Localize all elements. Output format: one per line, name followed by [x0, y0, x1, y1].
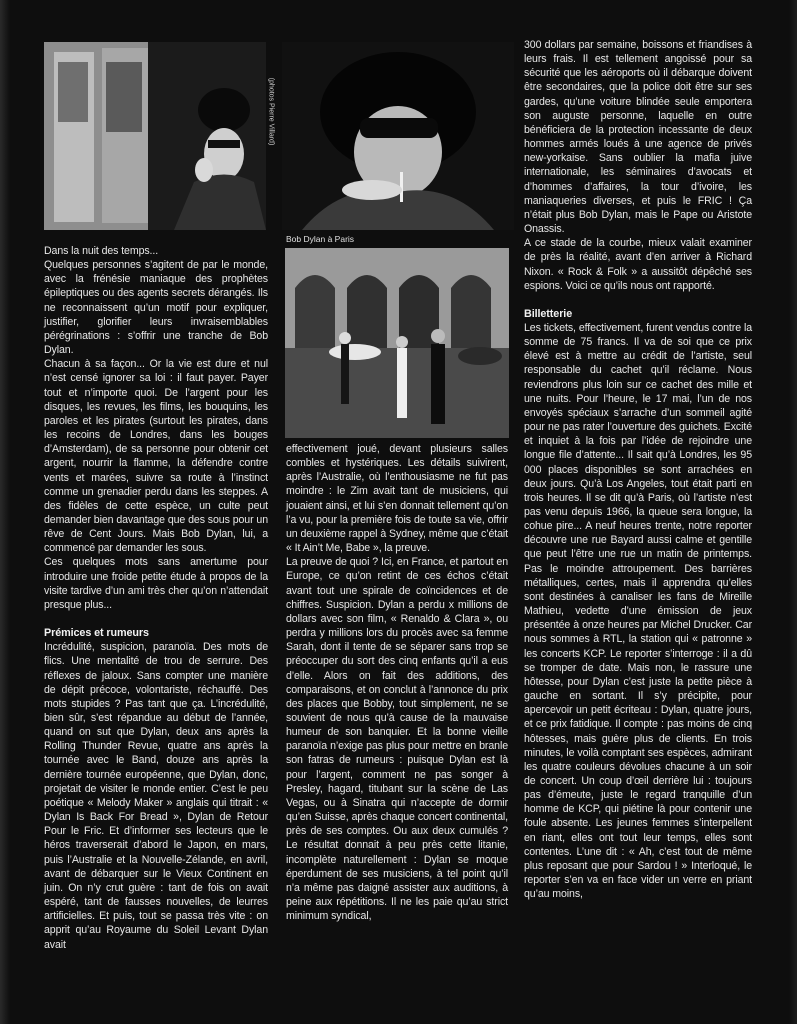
paragraph: 300 dollars par semaine, boissons et friandises à leurs frais. Il est tellement angoissé pour sa sécurité que les aéroports où il débarque doivent être secondaires, que la police doit être sur ses gardes, qu’une voiture blindée seule emportera son auguste personne, laquelle en outre bénéficiera de la protection incessante de deux hommes armés loués à une agence de privés new-yorkaise. Sans oublier la mafia juive internationale, les séminaires d’avocats et d’hommes d’affaires, la tour d’ivoire, les maniaqueries diverses, et puis le FRIC ! Ça n’était plus Bob Dylan, mais le Pape ou Aristote Onassis. [524, 39, 752, 236]
paragraph: Incrédulité, suspicion, paranoïa. Des mots de flics. Une mentalité de trou de serrure. Des réflexes de jaloux. Sans compter une manière de dépit précoce, volontariste, réchauffé. Des mots stupides ? Pas tant que ça. L’incrédulité, bien sûr, s’est répandue au début de l’année, quand on sut que Dylan, deux ans après la Rolling Thunder Revue, quatre ans après la tournée avec le Band, douze ans après la dernière tournée européenne, que Dylan, donc, projetait de visiter le monde entier. C’est le peu poétique « Melody Maker » anglais qui titrait : « Dylan Is Back For Bread », Dylan de Retour Pour le Fric. Et d’informer ses lecteurs que le héros traverserait d’abord le Japon, en mars, puis l’Australie et la Nouvelle-Zélande, en avril, avant de débarquer sur le Vieux Continent en juin. On n’y crut guère : tant de fois on avait espéré, tant de fausses nouvelles, de leurres artificielles. Et puis, tout se passa très vite : on apprit qu’au Royaume du Soleil Levant Dylan avait [44, 641, 268, 951]
photo-credit: (photos Pierre Villard) [267, 77, 275, 146]
section-heading: Billetterie [524, 307, 573, 320]
page-edge-left [0, 0, 10, 1024]
column-1 [44, 244, 268, 952]
column-2 [286, 442, 508, 923]
paragraph: effectivement joué, devant plusieurs salles combles et hystériques. Les détails suivirent, après l’Australie, où l’enthousiasme ne fut pas moindre : le Zim avait tant de musiciens, qui jouaient ainsi, et lui s’en donnait tellement qu’on l’a vu, pour la première fois de toute sa vie, offrir un deuxième rappel à Sydney, même que c’était « It Ain’t Me, Babe », la preuve. [286, 443, 508, 555]
paragraph: Dans la nuit des temps... [44, 245, 159, 257]
paragraph: La preuve de quoi ? Ici, en France, et partout en Europe, ce qu’on retint de ces échos c’était avant tout une spirale de coïncidences et de chiffres. Suspicion. Dylan a perdu x millions de dollars avec son film, « Renaldo & Clara », ou perdra y millions lors du procès avec sa femme Sarah, dont il tente de se séparer sans trop se préoccuper du sort des cinq enfants qu’il a eus d’elle. Alors on fait des additions, des comparaisons, et on conclut à l’annonce du prix des places que Bobby, tout simplement, ne se souvient de nous qu’à cause de la mauvaise humeur de son banquier. Et la bonne vieille paranoïa n’exige pas plus pour mettre en branle son fatras de rumeurs : puisque Dylan est là pour l’argent, comment ne pas songer à Presley, hagard, titubant sur la scène de Las Vegas, ou à Sinatra qui n’accepte de dormir qu’en Suisse, après chaque concert continental, près de ses comptes. Ou aux deux cumulés ? Le résultat donnait à peu près cette litanie, incomplète naturellement : Dylan se moque éperdument de ses musiciens, à tel point qu’il n’a même pas daigné assister aux auditions, à peine aux répétitions. Il ne les paie qu’au strict minimum syndical, [286, 556, 508, 923]
paragraph: A ce stade de la courbe, mieux valait examiner de près la réalité, avant d’en arriver à Richard Nixon. « Rock & Folk » a aussitôt dépêché ses espions. Voici ce qu’ils nous ont rapporté. [524, 237, 752, 292]
paragraph: Ces quelques mots sans amertume pour introduire une froide petite étude à propos de la visite tardive d’un ami très cher qu’on n’attendait presque plus... [44, 556, 268, 611]
paragraph: Les tickets, effectivement, furent vendus contre la somme de 75 francs. Il va de soi que ce prix élevé est à mettre au crédit de l’artiste, seul responsable du cachet qu’il réclame. Nous reviendrons plus loin sur ce cachet des mille et une nuits. Pour l’heure, le 17 mai, l’un de nos envoyés spéciaux s’arrache d’un sommeil agité pour ne pas rater l’ouverture des guichets. Excité et inquiet à la fois par l’idée de rejoindre une longue file d’attente... Il sait qu’à Londres, les 95 000 places disponibles se sont arrachées en deux jours. Qu’à Los Angeles, tout était parti en trois heures. Il se dit qu’à Paris, où l’artiste n’est pas venu depuis 1966, la queue sera longue, la cohue pire... A neuf heures trente, notre reporter découvre une rue Bayard aussi calme et gentille que peut l’être une rue un matin de printemps. Pas le moindre attroupement. Des barrières métalliques, certes, mais il apprendra qu’elles sont destinées à canaliser les fans de Mireille Mathieu, vedette d’une émission de jeux présentée à onze heures par Michel Drucker. Car nous sommes à RTL, la station qui « patronne » les concerts KCP. Le reporter s’interroge : il a dû se tromper de date. Mais non, le rassure une hôtesse, pour Dylan c’est juste la petite pièce à gauche en sortant. Il s’y précipite, pour apercevoir un petit écriteau : Dylan, quatre jours, et ce prix fatidique. Il compte : pas moins de cinq hôtesses, mais guère plus de clients. En trois minutes, le voilà comptant ses espèces, admirant les quatre couleurs dévolues chacune à un soir de concert. Un coup d’œil derrière lui : toujours pas d’émeute, juste le regard tranquille d’un homme de KCP, qui piétine là pour contenir une foule absente. Les jeunes femmes s’interpellent en riant, elles ont tout leur temps, elles sont contentes. L’une dit : « Ah, c’est tout de même plus reposant que pour Sardou ! » Interloqué, le reporter s’en va en face vider un verre en priant qu’au moins, [524, 321, 752, 901]
page-edge-right [789, 0, 797, 1024]
column-3 [524, 38, 752, 901]
paragraph: Chacun à sa façon... Or la vie est dure et nul n’est censé ignorer sa loi : il faut payer. Payer tout et n’importe quoi. De l’argent pour les disques, les revues, les films, les bouquins, les paroles et les pirates (surtout les pirates, dans les recoins de Londres, dans les bouges d’Amsterdam), de sa personne pour obtenir cet argent, nourrir la flamme, la défendre contre vents et marées, suivre sa route à l’instinct comme un grenadier perdu dans les steppes. A des fidèles de cette espèce, un culte peut demander bien davantage que des sous pour un rêve de Cent Jours. Mais Bob Dylan, lui, a commencé par demander les sous. [44, 358, 268, 555]
paragraph: Quelques personnes s’agitent de par le monde, avec la frénésie maniaque des prophètes épileptiques ou des agents secrets dérangés. Ils ne reconnaissent qu’un motif pour expliquer, justifier, glorifier leurs invraisemblables pérégrinations : s’offrir une tranche de Bob Dylan. [44, 259, 268, 357]
photo-dylan-paris-street [285, 248, 509, 438]
section-heading: Prémices et rumeurs [44, 627, 149, 640]
photo-dylan-closeup [282, 42, 514, 230]
photo-caption: Bob Dylan à Paris [286, 234, 355, 244]
photo-dylan-doorway [44, 42, 266, 230]
